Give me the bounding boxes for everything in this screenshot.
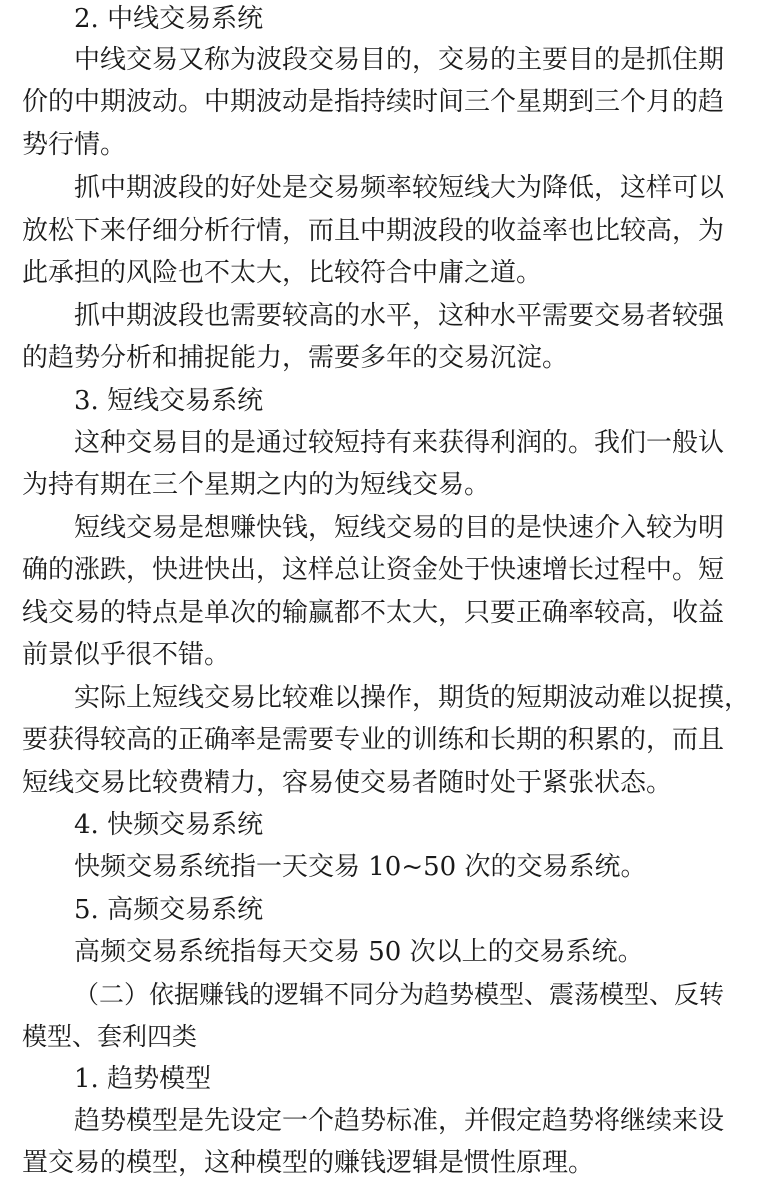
section-heading-1: 1. 趋势模型: [74, 1064, 212, 1094]
chapter-subheading: （二）依据赚钱的逻辑不同分为趋势模型、震荡模型、反转: [74, 980, 725, 1009]
paragraph-line: 置交易的模型，这种模型的赚钱逻辑是惯性原理。: [22, 1148, 595, 1178]
section-heading-2: 2. 中线交易系统: [74, 4, 264, 34]
paragraph-line: 短线交易比较费精力，容易使交易者随时处于紧张状态。: [22, 768, 673, 798]
paragraph-line: 价的中期波动。中期波动是指持续时间三个星期到三个月的趋: [22, 87, 725, 117]
section-heading-4: 4. 快频交易系统: [74, 810, 264, 840]
paragraph-line: 确的涨跌，快进快出，这样总让资金处于快速增长过程中。短: [22, 555, 725, 585]
section-heading-3: 3. 短线交易系统: [74, 386, 264, 416]
paragraph-line: 此承担的风险也不太大，比较符合中庸之道。: [22, 258, 543, 288]
paragraph-line: 势行情。: [22, 130, 127, 160]
paragraph-line: 要获得较高的正确率是需要专业的训练和长期的积累的，而且: [22, 725, 725, 755]
paragraph-line: 的趋势分析和捕捉能力，需要多年的交易沉淀。: [22, 343, 569, 373]
paragraph-line: 抓中期波段的好处是交易频率较短线大为降低，这样可以: [74, 173, 725, 203]
paragraph-line: 放松下来仔细分析行情，而且中期波段的收益率也比较高，为: [22, 216, 725, 246]
paragraph-line: 快频交易系统指一天交易 10~50 次的交易系统。: [74, 852, 647, 882]
paragraph-line: 趋势模型是先设定一个趋势标准，并假定趋势将继续来设: [74, 1106, 725, 1136]
paragraph-line: 线交易的特点是单次的输赢都不太大，只要正确率较高，收益: [22, 598, 725, 628]
paragraph-line: 抓中期波段也需要较高的水平，这种水平需要交易者较强: [74, 301, 725, 331]
paragraph-line: 高频交易系统指每天交易 50 次以上的交易系统。: [74, 937, 644, 967]
paragraph-line: 短线交易是想赚快钱，短线交易的目的是快速介入较为明: [74, 513, 725, 543]
section-heading-5: 5. 高频交易系统: [74, 895, 264, 925]
paragraph-line: 实际上短线交易比较难以操作，期货的短期波动难以捉摸，: [74, 683, 751, 713]
chapter-subheading-cont: 模型、套利四类: [22, 1022, 198, 1051]
paragraph-line: 这种交易目的是通过较短持有来获得利润的。我们一般认: [74, 428, 725, 458]
paragraph-line: 中线交易又称为波段交易目的，交易的主要目的是抓住期: [74, 45, 725, 75]
paragraph-line: 为持有期在三个星期之内的为短线交易。: [22, 470, 491, 500]
paragraph-line: 前景似乎很不错。: [22, 640, 231, 670]
